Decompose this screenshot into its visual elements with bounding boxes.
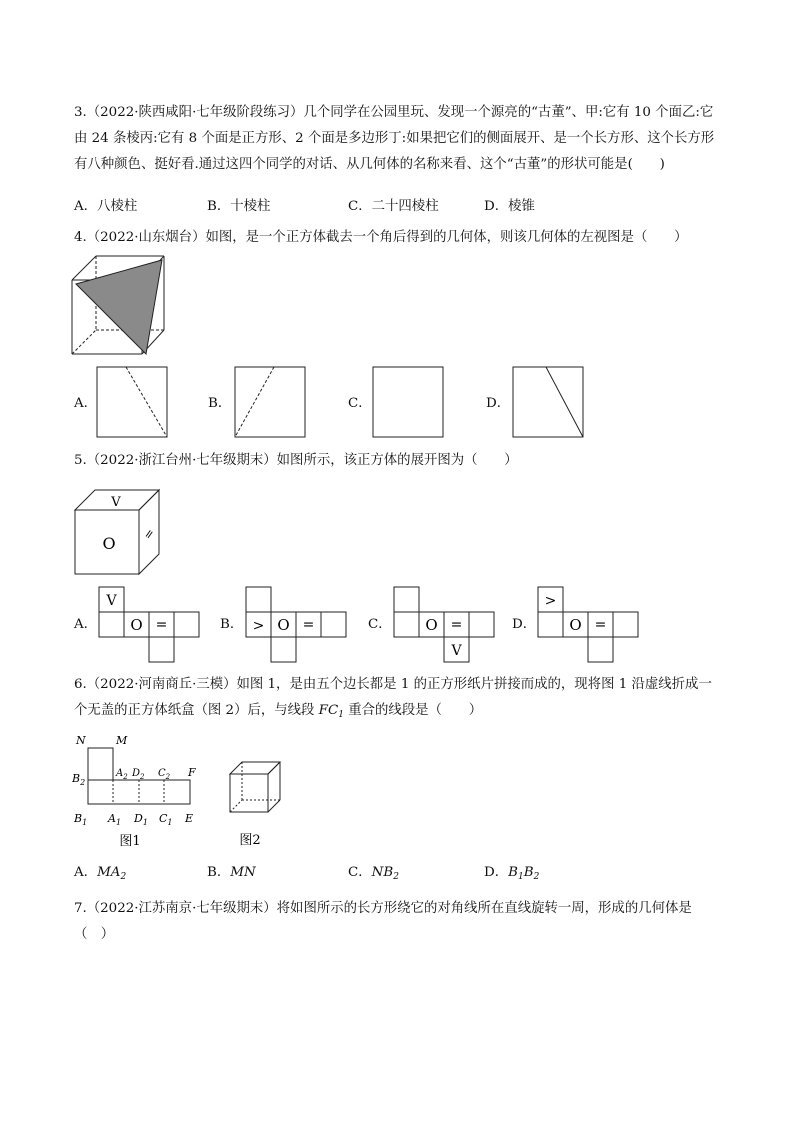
q6-option-d[interactable]: D．$B_1B_2$ — [484, 865, 540, 882]
q5-d-o-symbol: O — [569, 616, 582, 634]
q6-label-n: N — [76, 734, 86, 747]
q7-line-1: 7.（2022·江苏南京·七年级期末）将如图所示的长方形绕它的对角线所在直线旋转一周，形成的几何体是 — [74, 901, 692, 916]
question-3 — [74, 100, 724, 178]
q6-label-a2: $A_2$ — [116, 768, 128, 781]
q5-option-a-net[interactable] — [98, 586, 200, 663]
q4-option-a-label[interactable]: A． — [74, 396, 98, 411]
q5-c-v-symbol: V — [451, 643, 462, 659]
q6-label-f: F — [188, 766, 196, 779]
q5-option-c-net[interactable] — [393, 586, 497, 663]
q3-line-1: 3.（2022·陕西咸阳·七年级阶段练习）几个同学在公园里玩、发现一个源亮的“古董”、甲:它有 10 个面乙:它 — [74, 105, 714, 120]
q5-line-1: 5.（2022·浙江台州·七年级期末）如图所示，该正方体的展开图为（ ） — [74, 453, 518, 468]
q5-a-o-symbol: O — [130, 616, 143, 634]
q3-options — [74, 194, 724, 220]
q6-option-c[interactable]: C．$NB_2$ — [348, 865, 399, 882]
q6-option-b[interactable]: B．MN — [207, 865, 256, 880]
q6-option-a[interactable]: A．$MA_2$ — [74, 865, 127, 882]
q5-a-v-symbol: V — [106, 593, 117, 609]
q6-segment-fc-sub: 1 — [338, 710, 344, 720]
q6-label-c1: $C_1$ — [159, 812, 173, 827]
q3-option-b[interactable]: B．十棱柱 — [207, 199, 271, 214]
q6-line-2-prefix: 个无盖的正方体纸盒（图 2）后，与线段 — [74, 703, 319, 718]
q6-figure-1-caption: 图1 — [119, 834, 141, 849]
q4-option-d-label[interactable]: D． — [486, 396, 511, 411]
q3-line-2: 由 24 条棱丙:它有 8 个面是正方形、2 个面是多边形丁:如果把它们的侧面展开、是一个长方形、这个长方形 — [74, 131, 715, 146]
q4-option-b-view[interactable] — [234, 366, 306, 438]
q6-label-d1: $D_1$ — [134, 812, 148, 827]
q5-cube-front-symbol: O — [102, 534, 116, 553]
q5-a-eq-symbol: = — [155, 617, 168, 633]
q5-cube-side-symbol: = — [140, 525, 158, 543]
q6-line-1: 6.（2022·河南商丘·三模）如图 1，是由五个边长都是 1 的正方形纸片拼接而成的，现将图 1 沿虚线折成一 — [74, 677, 712, 692]
q6-options — [74, 860, 724, 886]
q6-label-d2: $D_2$ — [132, 768, 145, 781]
q6-label-e: E — [185, 812, 194, 825]
q6-figure-2-cube — [228, 760, 288, 850]
q6-label-c2: $C_2$ — [158, 768, 171, 781]
question-6 — [74, 672, 724, 728]
q6-label-m: M — [116, 734, 128, 747]
question-5 — [74, 448, 724, 474]
q5-b-eq-symbol: = — [302, 617, 315, 633]
q3-line-3: 有八种颜色、挺好看.通过这四个同学的对话、从几何体的名称来看、这个“古董”的形状可能是( ) — [74, 157, 665, 172]
q7-line-2: （ ） — [74, 927, 115, 942]
q5-d-gt-symbol: > — [544, 593, 557, 609]
q6-figure-1-net — [72, 730, 202, 854]
q4-line-1: 4.（2022·山东烟台）如图，是一个正方体截去一个角后得到的几何体，则该几何体的左视图是（ ） — [74, 230, 688, 245]
q5-option-d-label[interactable]: D． — [512, 617, 537, 632]
q3-option-a[interactable]: A．八棱柱 — [74, 199, 138, 214]
q5-option-a-label[interactable]: A． — [74, 617, 98, 632]
q5-option-b-net[interactable] — [245, 586, 349, 663]
question-4 — [74, 225, 724, 251]
q5-d-eq-symbol: = — [594, 617, 607, 633]
q4-option-d-view[interactable] — [512, 366, 584, 438]
q6-label-b2: $B_2$ — [72, 772, 86, 787]
q5-option-d-net[interactable] — [537, 586, 641, 663]
q4-option-b-label[interactable]: B． — [208, 396, 232, 411]
q3-option-c[interactable]: C．二十四棱柱 — [348, 199, 439, 214]
q6-line-2 — [74, 698, 724, 728]
q6-line-2-suffix: 重合的线段是（ ） — [343, 703, 483, 718]
q6-segment-fc: FC — [318, 703, 339, 718]
q6-label-b1: $B_1$ — [74, 812, 88, 827]
q5-option-b-label[interactable]: B． — [220, 617, 244, 632]
q5-cube-top-symbol: V — [111, 495, 121, 510]
q4-cut-face — [76, 260, 162, 354]
q4-option-c-label[interactable]: C． — [348, 396, 372, 411]
q4-option-a-view[interactable] — [96, 366, 168, 438]
q5-cube-figure — [73, 488, 163, 578]
q6-figure-2-caption: 图2 — [239, 833, 261, 848]
q4-truncated-cube-figure — [70, 254, 166, 358]
question-7 — [74, 896, 724, 948]
q5-option-c-label[interactable]: C． — [368, 617, 392, 632]
q5-b-o-symbol: O — [277, 616, 290, 634]
q5-c-o-symbol: O — [425, 616, 438, 634]
q5-b-gt-symbol: > — [252, 618, 265, 634]
q4-option-c-view[interactable] — [372, 366, 444, 438]
q6-label-a1: $A_1$ — [108, 812, 122, 827]
q3-option-d[interactable]: D．棱锥 — [484, 199, 535, 214]
q5-c-eq-symbol: = — [450, 617, 463, 633]
